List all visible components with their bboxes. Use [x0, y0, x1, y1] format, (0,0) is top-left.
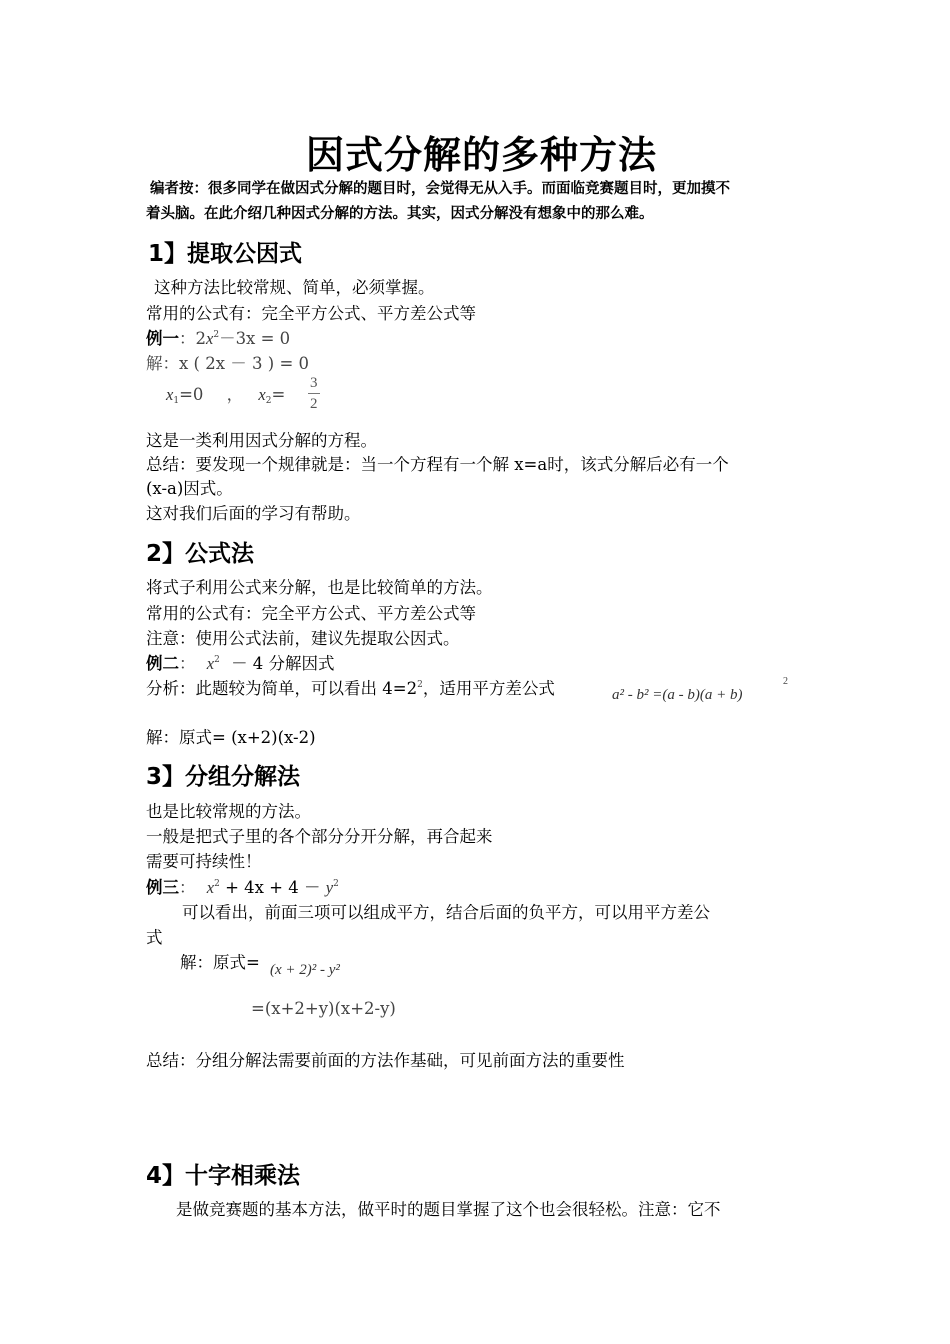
editor-note-line-1: 编者按：很多同学在做因式分解的题目时，会觉得无从入手。而面临竞赛题目时，更加摸不 [150, 181, 730, 197]
difference-of-squares-formula: a² - b² =(a - b)(a + b) [612, 687, 743, 703]
s3-line-1: 也是比较常规的方法。 [146, 802, 311, 821]
section-4-heading: 4】十字相乘法 [146, 1163, 301, 1189]
s3-summary: 总结：分组分解法需要前面的方法作基础，可见前面方法的重要性 [146, 1051, 625, 1070]
s4-line-1: 是做竞赛题的基本方法，做平时的题目掌握了这个也会很轻松。注意：它不 [176, 1200, 721, 1219]
section-2-heading: 2】公式法 [146, 541, 255, 567]
section-1-heading: 1】提取公因式 [148, 241, 303, 267]
s2-line-3: 注意：使用公式法前，建议先提取公因式。 [146, 629, 460, 648]
section-3-heading: 3】分组分解法 [146, 764, 301, 790]
s1-line-4: 总结：要发现一个规律就是：当一个方程有一个解 x=a时，该式分解后必有一个 [146, 455, 729, 474]
s3-solution-formula: (x + 2)² - y² [270, 962, 340, 978]
editor-note-line-2: 着头脑。在此介绍几种因式分解的方法。其实，因式分解没有想象中的那么难。 [146, 206, 654, 222]
s3-line-2: 一般是把式子里的各个部分分开分解，再合起来 [146, 827, 493, 846]
s3-example: 例三： $x^2 + 4x + 4 - y^2$ [146, 878, 339, 897]
s3-line-4: 可以看出，前面三项可以组成平方，结合后面的负平方，可以用平方差公 [182, 903, 710, 922]
s2-analysis: 分析：此题较为简单，可以看出 $4=2^2$，适用平方差公式 [146, 679, 555, 698]
s1-solution: 解：x ( 2x － 3 ) = 0 [146, 354, 310, 373]
fraction-three-halves: $\frac{3}{2}$ [308, 374, 320, 413]
s1-line-6: 这对我们后面的学习有帮助。 [146, 504, 361, 523]
s3-line-5: 式 [146, 928, 163, 947]
s2-line-1: 将式子利用公式来分解，也是比较简单的方法。 [146, 578, 493, 597]
s1-line-3: 这是一类利用因式分解的方程。 [146, 431, 377, 450]
formula-superscript: 2 [783, 676, 788, 687]
s2-example: 例二： $x^2 - 4$ 分解因式 [146, 654, 335, 673]
s2-line-2: 常用的公式有：完全平方公式、平方差公式等 [146, 604, 476, 623]
s3-line-3: 需要可持续性！ [146, 852, 262, 871]
s2-solution: 解：原式= (x+2)(x-2) [146, 728, 316, 747]
example-2-label: 例二 [146, 654, 179, 673]
s1-example: 例一：$2x^2-3x = 0$ [146, 329, 291, 348]
s1-line-2: 常用的公式有：完全平方公式、平方差公式等 [146, 304, 476, 323]
s3-solution-result: =(x+2+y)(x+2-y) [251, 999, 396, 1018]
s1-roots: $x_1=0$ ， $x_2=$ $\frac{3}{2}$ [166, 376, 320, 415]
example-3-label: 例三 [146, 878, 179, 897]
example-1-label: 例一 [146, 329, 179, 348]
page-title: 因式分解的多种方法 [306, 133, 658, 177]
s1-line-1: 这种方法比较常规、简单，必须掌握。 [154, 278, 435, 297]
s3-solution-label: 解：原式= [180, 953, 260, 972]
s1-line-5: (x-a)因式。 [146, 479, 233, 498]
